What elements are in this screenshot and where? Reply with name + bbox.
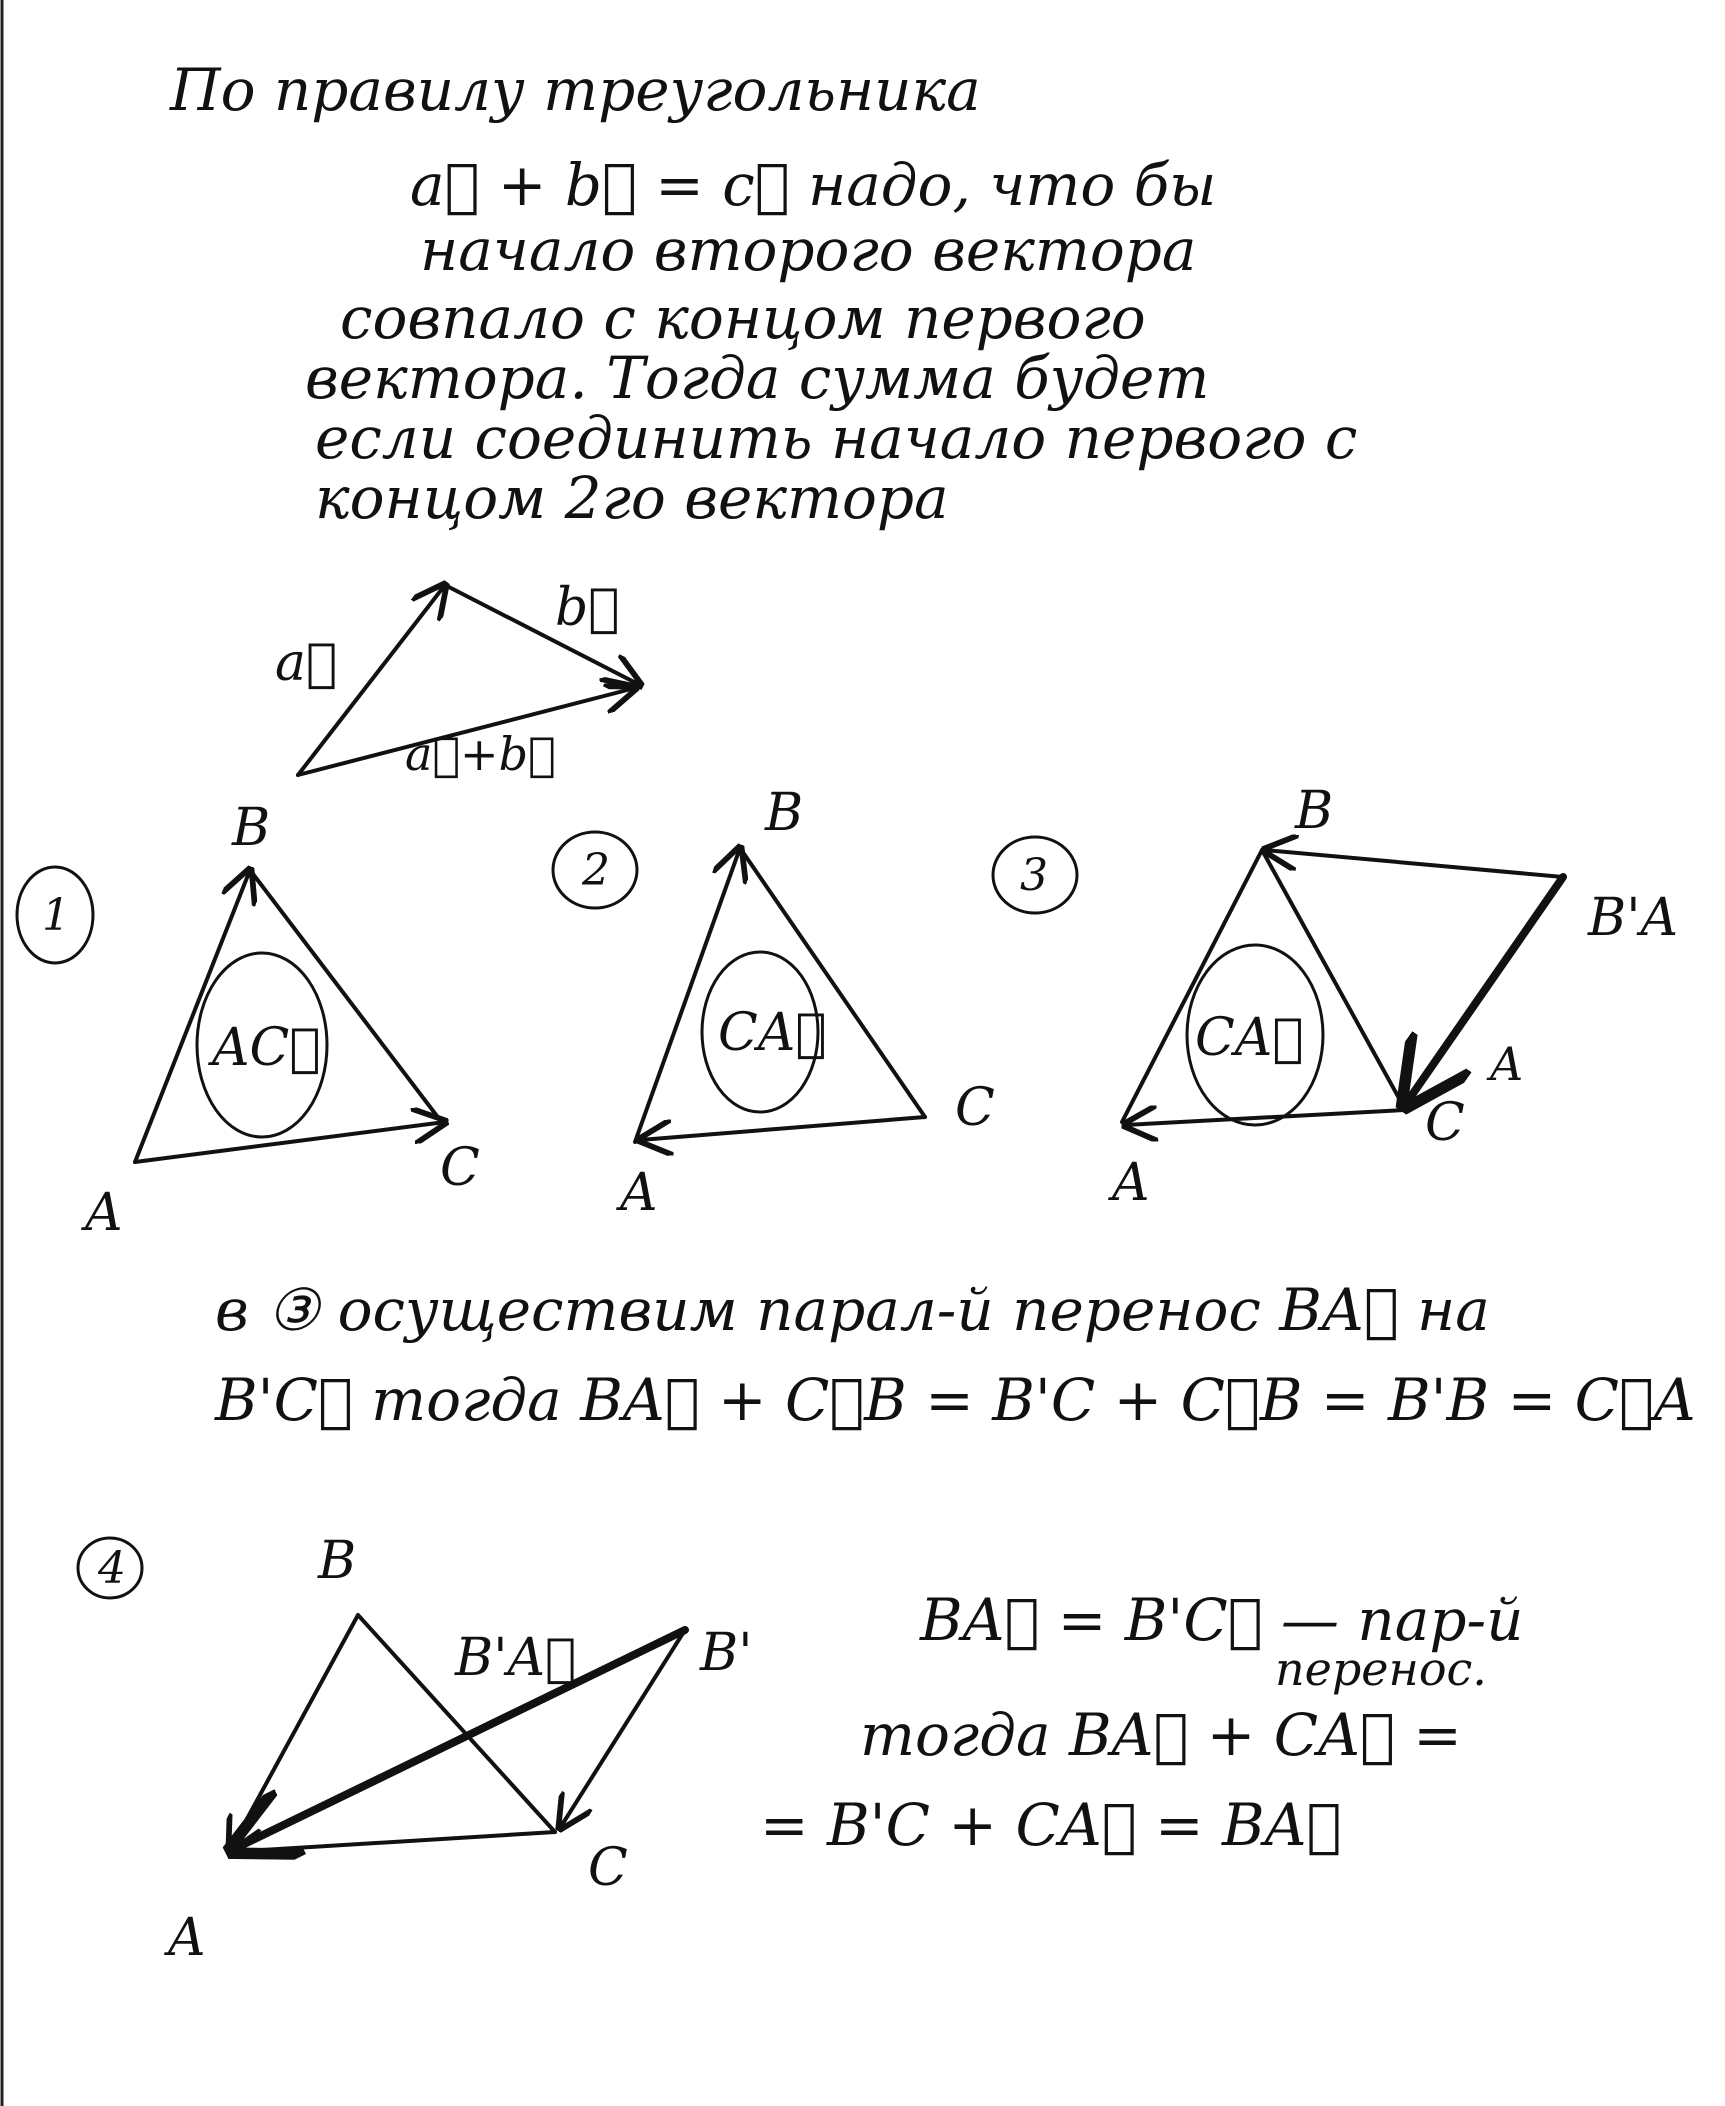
vertex-C: C bbox=[588, 1838, 628, 1898]
transfer-line-1: в ③ осуществим парал-й перенос BA⃗ на bbox=[215, 1276, 1490, 1344]
label-b: b⃗ bbox=[555, 578, 620, 638]
figure-3 bbox=[993, 781, 1678, 1213]
vertex-A1: A bbox=[1490, 1037, 1524, 1091]
rule-line-1: a⃗ + b⃗ = c⃗ надо, что бы bbox=[410, 151, 1217, 219]
rule-line-2: начало второго вектора bbox=[420, 216, 1197, 284]
vertex-B: B bbox=[765, 783, 804, 843]
figure-number: 1 bbox=[42, 890, 70, 941]
vertex-B: B bbox=[232, 798, 271, 858]
vertex-A: A bbox=[168, 1908, 206, 1968]
side-BA bbox=[1122, 850, 1262, 1122]
vertex-A: A bbox=[620, 1163, 658, 1223]
equation-1: BA⃗ = B'C⃗ — пар-й bbox=[920, 1586, 1524, 1654]
vector-label: CA⃗ bbox=[718, 1003, 827, 1063]
vector-B1B bbox=[1265, 850, 1563, 877]
figure-number: 3 bbox=[1020, 850, 1048, 901]
figure-2 bbox=[553, 783, 995, 1223]
vector-label: CA⃗ bbox=[1195, 1008, 1304, 1068]
vector-label: AC⃗ bbox=[212, 1018, 321, 1078]
vertex-B1: B' bbox=[700, 1623, 753, 1683]
vector-label: B'A⃗ bbox=[455, 1628, 577, 1688]
side-AB bbox=[635, 848, 740, 1142]
label-a: a⃗ bbox=[275, 633, 338, 693]
vertex-B: B bbox=[318, 1531, 357, 1591]
side-AB bbox=[135, 870, 250, 1162]
figure-4 bbox=[78, 1531, 753, 1968]
side-CA bbox=[640, 1117, 925, 1140]
side-BC bbox=[740, 848, 925, 1117]
transfer-explanation bbox=[214, 1276, 1696, 1434]
equation-2: тогда BA⃗ + CA⃗ = bbox=[860, 1701, 1462, 1769]
rule-line-5: если соединить начало первого с bbox=[315, 404, 1358, 472]
equation-3: = B'C + CA⃗ = BA⃗ bbox=[760, 1791, 1342, 1859]
example-diagram bbox=[275, 578, 640, 781]
side-CA bbox=[230, 1832, 555, 1852]
vertex-A: A bbox=[1112, 1153, 1150, 1213]
side-BC bbox=[250, 870, 440, 1120]
vertex-C: C bbox=[440, 1138, 480, 1198]
rule-line-4: вектора. Тогда сумма будет bbox=[305, 344, 1210, 412]
rule-line-6: концом 2го вектора bbox=[315, 464, 949, 532]
label-sum: a⃗+b⃗ bbox=[405, 727, 556, 781]
vertex-C: C bbox=[955, 1078, 995, 1138]
figure-1 bbox=[17, 798, 480, 1243]
figure-number: 4 bbox=[98, 1543, 126, 1594]
figure-number: 2 bbox=[582, 845, 610, 896]
vector-B1C bbox=[1405, 877, 1563, 1105]
vertex-B: B bbox=[1295, 781, 1334, 841]
vertex-C: C bbox=[1425, 1093, 1465, 1153]
rule-title: По правилу треугольника bbox=[170, 56, 981, 124]
figure-4-equations bbox=[760, 1586, 1523, 1859]
side-BA bbox=[230, 1615, 358, 1850]
equation-1-continued: перенос. bbox=[1275, 1642, 1487, 1696]
vertex-B1: B'A bbox=[1588, 888, 1679, 948]
rule-explanation bbox=[169, 56, 1357, 532]
transfer-line-2: B'C⃗ тогда BA⃗ + C⃗B = B'C + C⃗B = B'B = C⃗A bbox=[215, 1366, 1696, 1434]
rule-line-3: совпало с концом первого bbox=[340, 284, 1146, 352]
vertex-A: A bbox=[85, 1183, 123, 1243]
